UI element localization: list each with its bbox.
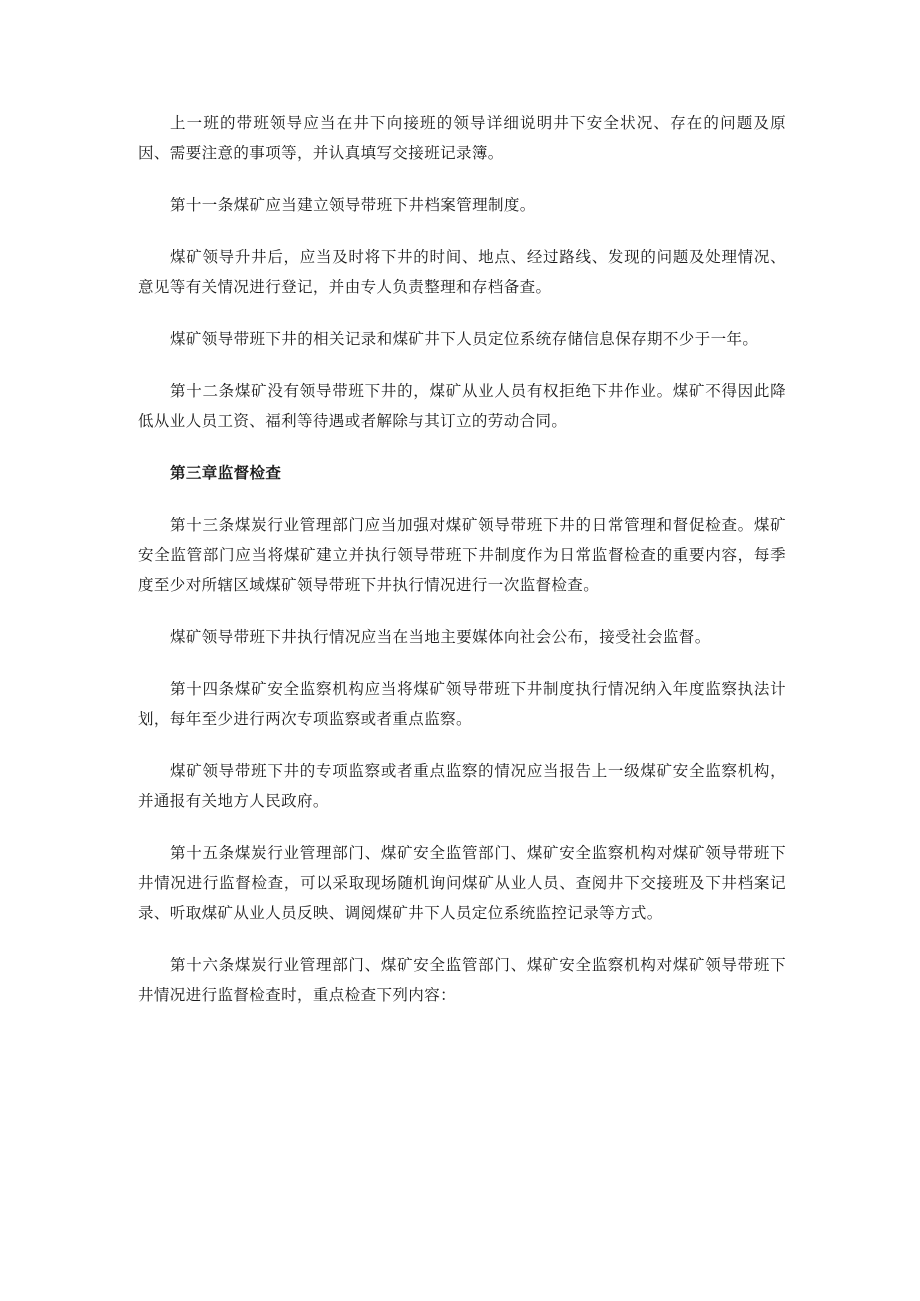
chapter-heading: 第三章监督检查 xyxy=(170,464,282,482)
paragraph-article-13: 第十三条煤炭行业管理部门应当加强对煤矿领导带班下井的日常管理和督促检查。煤矿安全监管部门应当将煤矿建立并执行领导带班下井制度作为日常监督检查的重要内容，每季度至少对所辖区域煤矿领导带班下井执行情况进行一次监督检查。 xyxy=(138,516,786,594)
paragraph-article-16: 第十六条煤炭行业管理部门、煤矿安全监管部门、煤矿安全监察机构对煤矿领导带班下井情况进行监督检查时，重点检查下列内容： xyxy=(138,956,786,1004)
paragraph-public-disclosure: 煤矿领导带班下井执行情况应当在当地主要媒体向社会公布，接受社会监督。 xyxy=(170,628,711,646)
paragraph-article-11: 第十一条煤矿应当建立领导带班下井档案管理制度。 xyxy=(170,196,536,214)
paragraph-article-15: 第十五条煤炭行业管理部门、煤矿安全监管部门、煤矿安全监察机构对煤矿领导带班下井情况进行监督检查，可以采取现场随机询问煤矿从业人员、查阅井下交接班及下井档案记录、听取煤矿从业人员反映、调阅煤矿井下人员定位系统监控记录等方式。 xyxy=(138,844,786,922)
paragraph-article-14: 第十四条煤矿安全监察机构应当将煤矿领导带班下井制度执行情况纳入年度监察执法计划，每年至少进行两次专项监察或者重点监察。 xyxy=(138,680,786,728)
paragraph-shift-handover: 上一班的带班领导应当在井下向接班的领导详细说明井下安全状况、存在的问题及原因、需要注意的事项等，并认真填写交接班记录簿。 xyxy=(138,114,786,162)
paragraph-record-retention: 煤矿领导带班下井的相关记录和煤矿井下人员定位系统存储信息保存期不少于一年。 xyxy=(170,330,759,348)
paragraph-inspection-report: 煤矿领导带班下井的专项监察或者重点监察的情况应当报告上一级煤矿安全监察机构，并通报有关地方人民政府。 xyxy=(138,762,786,810)
document-body xyxy=(138,108,786,1032)
paragraph-article-12: 第十二条煤矿没有领导带班下井的，煤矿从业人员有权拒绝下井作业。煤矿不得因此降低从业人员工资、福利等待遇或者解除与其订立的劳动合同。 xyxy=(138,382,786,430)
paragraph-registration: 煤矿领导升井后，应当及时将下井的时间、地点、经过路线、发现的问题及处理情况、意见等有关情况进行登记，并由专人负责整理和存档备查。 xyxy=(138,248,786,296)
